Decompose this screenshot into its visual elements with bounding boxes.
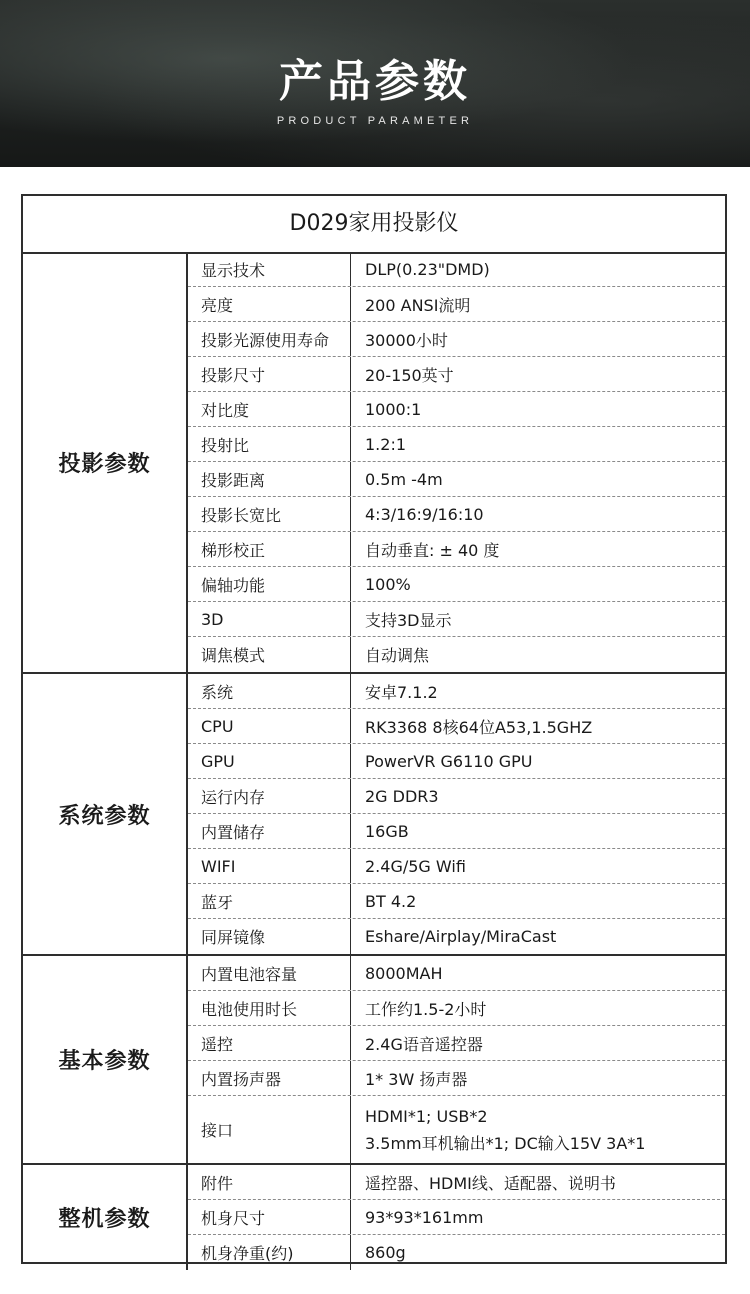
spec-row — [188, 1061, 725, 1096]
spec-value: 93*93*161mm — [365, 1207, 484, 1227]
spec-value: 2.4G语音遥控器 — [365, 1034, 483, 1054]
spec-row — [188, 991, 725, 1026]
spec-key: 亮度 — [188, 287, 351, 321]
spec-value-line: HDMI*1; USB*2 — [365, 1106, 488, 1126]
spec-value: 自动垂直: ± 40 度 — [365, 540, 500, 560]
spec-row — [188, 287, 725, 322]
spec-table — [21, 194, 727, 1264]
spec-value: 860g — [365, 1243, 406, 1262]
spec-value: 8000MAH — [365, 963, 443, 983]
spec-value: 4:3/16:9/16:10 — [365, 504, 484, 524]
spec-key: 偏轴功能 — [188, 567, 351, 601]
spec-key: 遥控 — [188, 1026, 351, 1060]
spec-key: 机身净重(约) — [188, 1235, 351, 1270]
spec-key: 投影尺寸 — [188, 357, 351, 391]
spec-row — [188, 322, 725, 357]
spec-value — [351, 1096, 725, 1163]
spec-row — [188, 602, 725, 637]
spec-key: 对比度 — [188, 392, 351, 426]
spec-row — [188, 462, 725, 497]
spec-key: 系统 — [188, 674, 351, 708]
group-label: 系统参数 — [23, 674, 188, 954]
spec-value: 1.2:1 — [365, 434, 407, 454]
spec-key: 梯形校正 — [188, 532, 351, 566]
spec-row — [188, 1235, 725, 1270]
group-label: 基本参数 — [23, 956, 188, 1163]
banner-title: 产品参数 — [279, 56, 471, 107]
group-rows — [188, 956, 725, 1163]
spec-row — [188, 567, 725, 602]
spec-key: 内置扬声器 — [188, 1061, 351, 1095]
spec-value: 1* 3W 扬声器 — [365, 1069, 468, 1089]
spec-key: GPU — [188, 744, 351, 778]
spec-row — [188, 919, 725, 954]
spec-value: 100% — [365, 574, 411, 594]
spec-row — [188, 779, 725, 814]
spec-key: WIFI — [188, 849, 351, 883]
spec-value: 遥控器、HDMI线、适配器、说明书 — [365, 1173, 616, 1193]
spec-key: 显示技术 — [188, 252, 351, 286]
spec-value: 0.5m -4m — [365, 469, 443, 489]
spec-key: 投影光源使用寿命 — [188, 322, 351, 356]
header-banner — [0, 0, 750, 167]
spec-row — [188, 744, 725, 779]
spec-row — [188, 709, 725, 744]
spec-value: 安卓7.1.2 — [365, 682, 438, 702]
spec-value: 2.4G/5G Wifi — [365, 856, 466, 876]
spec-row — [188, 497, 725, 532]
spec-row — [188, 1096, 725, 1163]
spec-row — [188, 884, 725, 919]
spec-key: 同屏镜像 — [188, 919, 351, 954]
spec-key: 投射比 — [188, 427, 351, 461]
group-rows — [188, 1165, 725, 1270]
spec-group — [23, 674, 725, 956]
spec-group — [23, 1165, 725, 1270]
spec-row — [188, 956, 725, 991]
spec-group — [23, 956, 725, 1165]
spec-key: 电池使用时长 — [188, 991, 351, 1025]
spec-key: 3D — [188, 602, 351, 636]
spec-row — [188, 357, 725, 392]
spec-value: 20-150英寸 — [365, 365, 454, 385]
group-label: 投影参数 — [23, 252, 188, 672]
spec-key: 附件 — [188, 1165, 351, 1199]
spec-key: 投影距离 — [188, 462, 351, 496]
spec-row — [188, 674, 725, 709]
banner-subtitle: PRODUCT PARAMETER — [276, 115, 474, 127]
spec-key: 机身尺寸 — [188, 1200, 351, 1234]
spec-group — [23, 252, 725, 674]
spec-value: 200 ANSI流明 — [365, 295, 471, 315]
spec-key: 内置储存 — [188, 814, 351, 848]
spec-row — [188, 532, 725, 567]
spec-row — [188, 849, 725, 884]
spec-value: PowerVR G6110 GPU — [365, 751, 533, 771]
spec-row — [188, 392, 725, 427]
spec-value: 30000小时 — [365, 330, 448, 350]
group-rows — [188, 674, 725, 954]
spec-row — [188, 252, 725, 287]
spec-row — [188, 1165, 725, 1200]
product-title: D029家用投影仪 — [23, 196, 725, 254]
spec-key: 运行内存 — [188, 779, 351, 813]
spec-value: 支持3D显示 — [365, 610, 452, 630]
spec-value: 2G DDR3 — [365, 786, 439, 806]
spec-key: 调焦模式 — [188, 637, 351, 672]
spec-row — [188, 814, 725, 849]
group-rows — [188, 252, 725, 672]
spec-value: BT 4.2 — [365, 891, 417, 911]
spec-value: 16GB — [365, 821, 409, 841]
spec-key: 投影长宽比 — [188, 497, 351, 531]
spec-value: 1000:1 — [365, 399, 422, 419]
spec-key: CPU — [188, 709, 351, 743]
spec-key: 接口 — [188, 1096, 351, 1163]
group-label: 整机参数 — [23, 1165, 188, 1270]
spec-value: 工作约1.5-2小时 — [365, 999, 487, 1019]
spec-key: 蓝牙 — [188, 884, 351, 918]
spec-value: 自动调焦 — [365, 646, 430, 665]
spec-groups — [23, 252, 725, 1270]
spec-row — [188, 637, 725, 672]
spec-value-line: 3.5mm耳机输出*1; DC输入15V 3A*1 — [365, 1133, 646, 1153]
spec-row — [188, 1200, 725, 1235]
spec-row — [188, 427, 725, 462]
spec-value: DLP(0.23"DMD) — [365, 259, 490, 279]
spec-value: RK3368 8核64位A53,1.5GHZ — [365, 717, 593, 737]
spec-row — [188, 1026, 725, 1061]
spec-key: 内置电池容量 — [188, 956, 351, 990]
spec-value: Eshare/Airplay/MiraCast — [365, 927, 557, 946]
